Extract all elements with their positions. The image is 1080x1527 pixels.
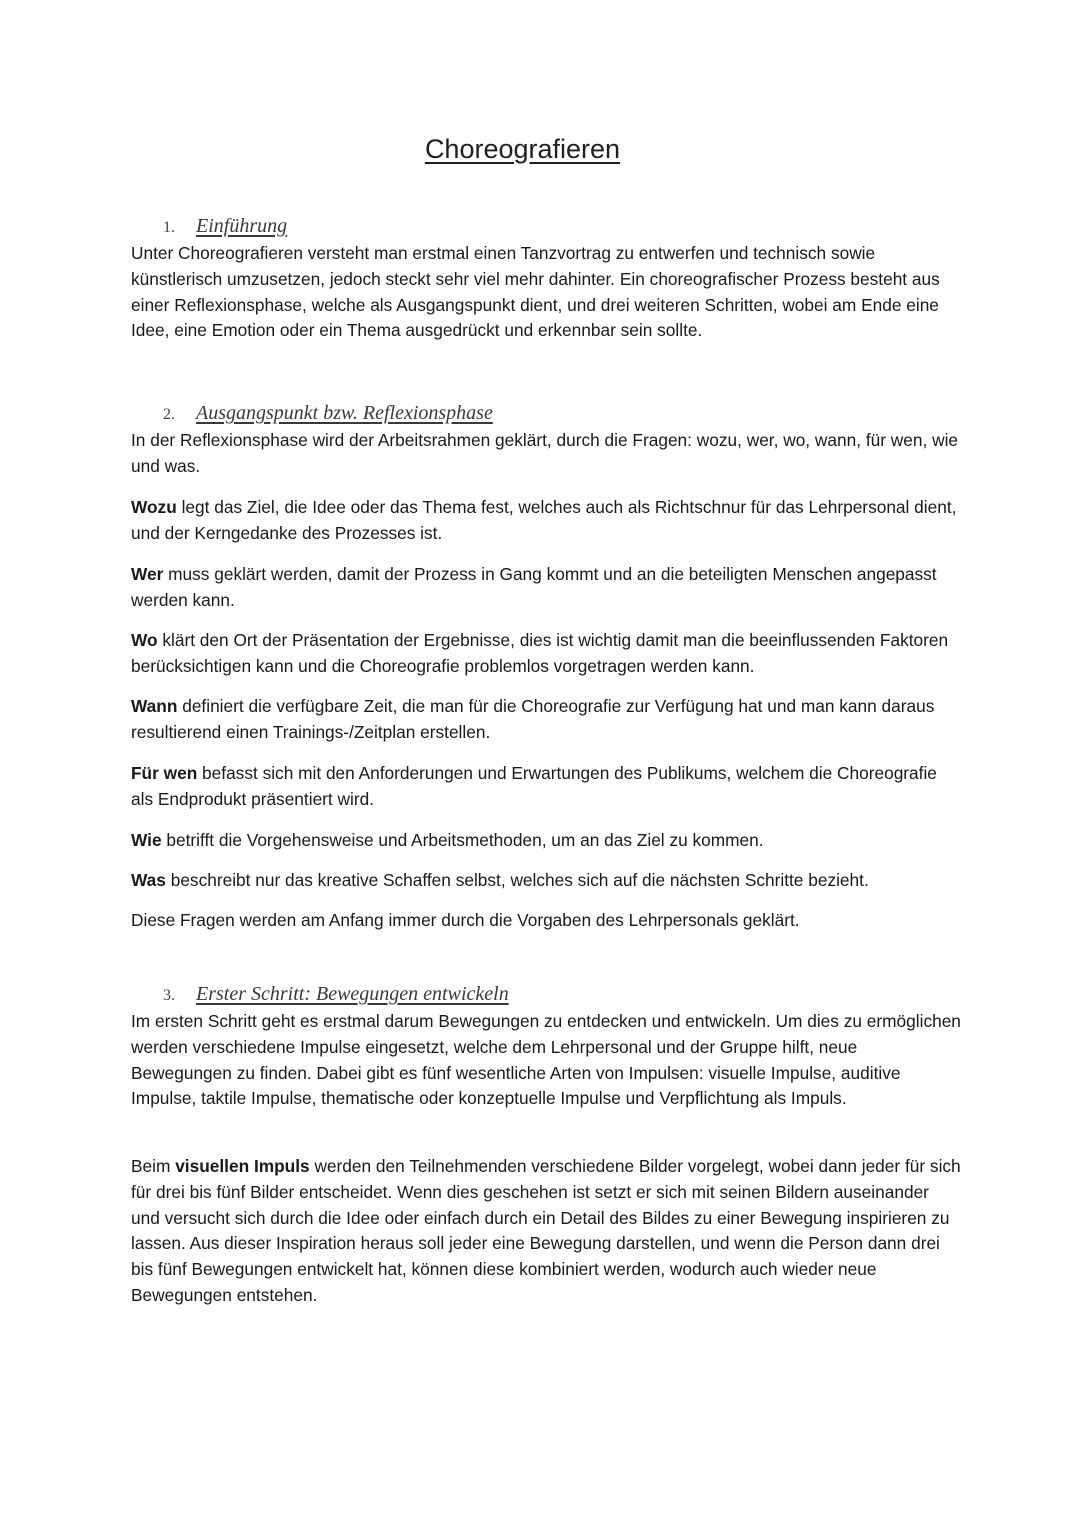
section-number: 2. [163,406,175,423]
paragraph-text: beschreibt nur das kreative Schaffen selbst, welches sich auf die nächsten Schritte bezieht. [165,870,869,890]
paragraph-fragen-summary [131,908,961,934]
paragraph-wer [131,562,961,614]
paragraph-lead: Wer [131,564,164,584]
paragraph-text: muss geklärt werden, damit der Prozess in Gang kommt und an die beteiligten Menschen angepasst werden kann. [131,564,937,610]
paragraph-text: legt das Ziel, die Idee oder das Thema fest, welches auch als Richtschnur für das Lehrpersonal dient, und der Kerngedanke des Prozesses ist. [131,497,957,543]
paragraph-wann [131,694,961,746]
paragraph-einfuehrung [131,241,961,344]
document-title: Choreografieren [424,134,621,164]
paragraph-text: betrifft die Vorgehensweise und Arbeitsmethoden, um an das Ziel zu kommen. [161,830,764,850]
section-heading-text: Erster Schritt: Bewegungen entwickeln [196,983,509,1005]
paragraph-text: werden den Teilnehmenden verschiedene Bilder vorgelegt, wobei dann jeder für sich für drei bis fünf Bilder entscheidet. Wenn dies geschehen ist setzt er sich mit seinen Bildern auseinander und versucht sich durch die Idee oder einfach durch ein Detail des Bildes zu einer Bewegung inspirieren zu lassen. Aus dieser Inspiration heraus soll jeder eine Bewegung darstellen, und wenn die Person dann drei bis fünf Bewegungen entwickelt hat, können diese kombiniert werden, wodurch auch wieder neue Bewegungen entstehen. [131,1156,961,1305]
section-heading-einfuehrung [163,215,287,238]
paragraph-lead: Was [131,870,166,890]
paragraph-text: definiert die verfügbare Zeit, die man für die Choreografie zur Verfügung hat und man kann daraus resultierend einen Trainings-/Zeitplan erstellen. [131,696,935,742]
paragraph-wo [131,628,961,680]
paragraph-text: klärt den Ort der Präsentation der Ergebnisse, dies ist wichtig damit man die beeinflussenden Faktoren berücksichtigen kann und die Choreografie problemlos vorgetragen werden kann. [131,630,949,676]
paragraph-fuer-wen [131,761,961,813]
paragraph-lead: Wie [131,830,162,850]
section-heading-reflexionsphase [163,402,493,425]
section-heading-text: Ausgangspunkt bzw. Reflexionsphase [196,402,493,424]
section-heading-text: Einführung [196,215,288,237]
paragraph-lead: Wo [131,630,158,650]
paragraph-lead: visuellen Impuls [175,1156,310,1176]
paragraph-lead: Für wen [131,763,198,783]
paragraph-bewegungen-intro [131,1009,961,1112]
paragraph-reflexion-intro [131,428,961,480]
paragraph-text: Unter Choreografieren versteht man erstmal einen Tanzvortrag zu entwerfen und technisch sowie künstlerisch umzusetzen, jedoch steckt sehr viel mehr dahinter. Ein choreografischer Prozess besteht aus einer Reflexionsphase, welche als Ausgangspunkt dient, und drei weiteren Schritten, wobei am Ende eine Idee, eine Emotion oder ein Thema ausgedrückt und erkennbar sein sollte. [131,243,940,341]
paragraph-lead: Wozu [131,497,177,517]
paragraph-visueller-impuls [131,1154,961,1309]
paragraph-text: In der Reflexionsphase wird der Arbeitsrahmen geklärt, durch die Fragen: wozu, wer, wo, wann, für wen, wie und was. [131,430,959,476]
paragraph-text: Im ersten Schritt geht es erstmal darum Bewegungen zu entdecken und entwickeln. Um dies zu ermöglichen werden verschiedene Impulse eingesetzt, welche dem Lehrpersonal und der Gruppe hilft, neue Bewegungen zu finden. Dabei gibt es fünf wesentliche Arten von Impulsen: visuelle Impulse, auditive Impulse, taktile Impulse, thematische oder konzeptuelle Impulse und Verpflichtung als Impuls. [131,1011,961,1109]
paragraph-text: Diese Fragen werden am Anfang immer durch die Vorgaben des Lehrpersonals geklärt. [131,910,800,930]
paragraph-wozu [131,495,961,547]
paragraph-text: befasst sich mit den Anforderungen und Erwartungen des Publikums, welchem die Choreografie als Endprodukt präsentiert wird. [131,763,937,809]
paragraph-prefix: Beim [131,1156,176,1176]
section-number: 3. [163,987,175,1004]
section-number: 1. [163,219,175,236]
paragraph-lead: Wann [131,696,178,716]
paragraph-was [131,868,961,894]
paragraph-wie [131,828,961,854]
